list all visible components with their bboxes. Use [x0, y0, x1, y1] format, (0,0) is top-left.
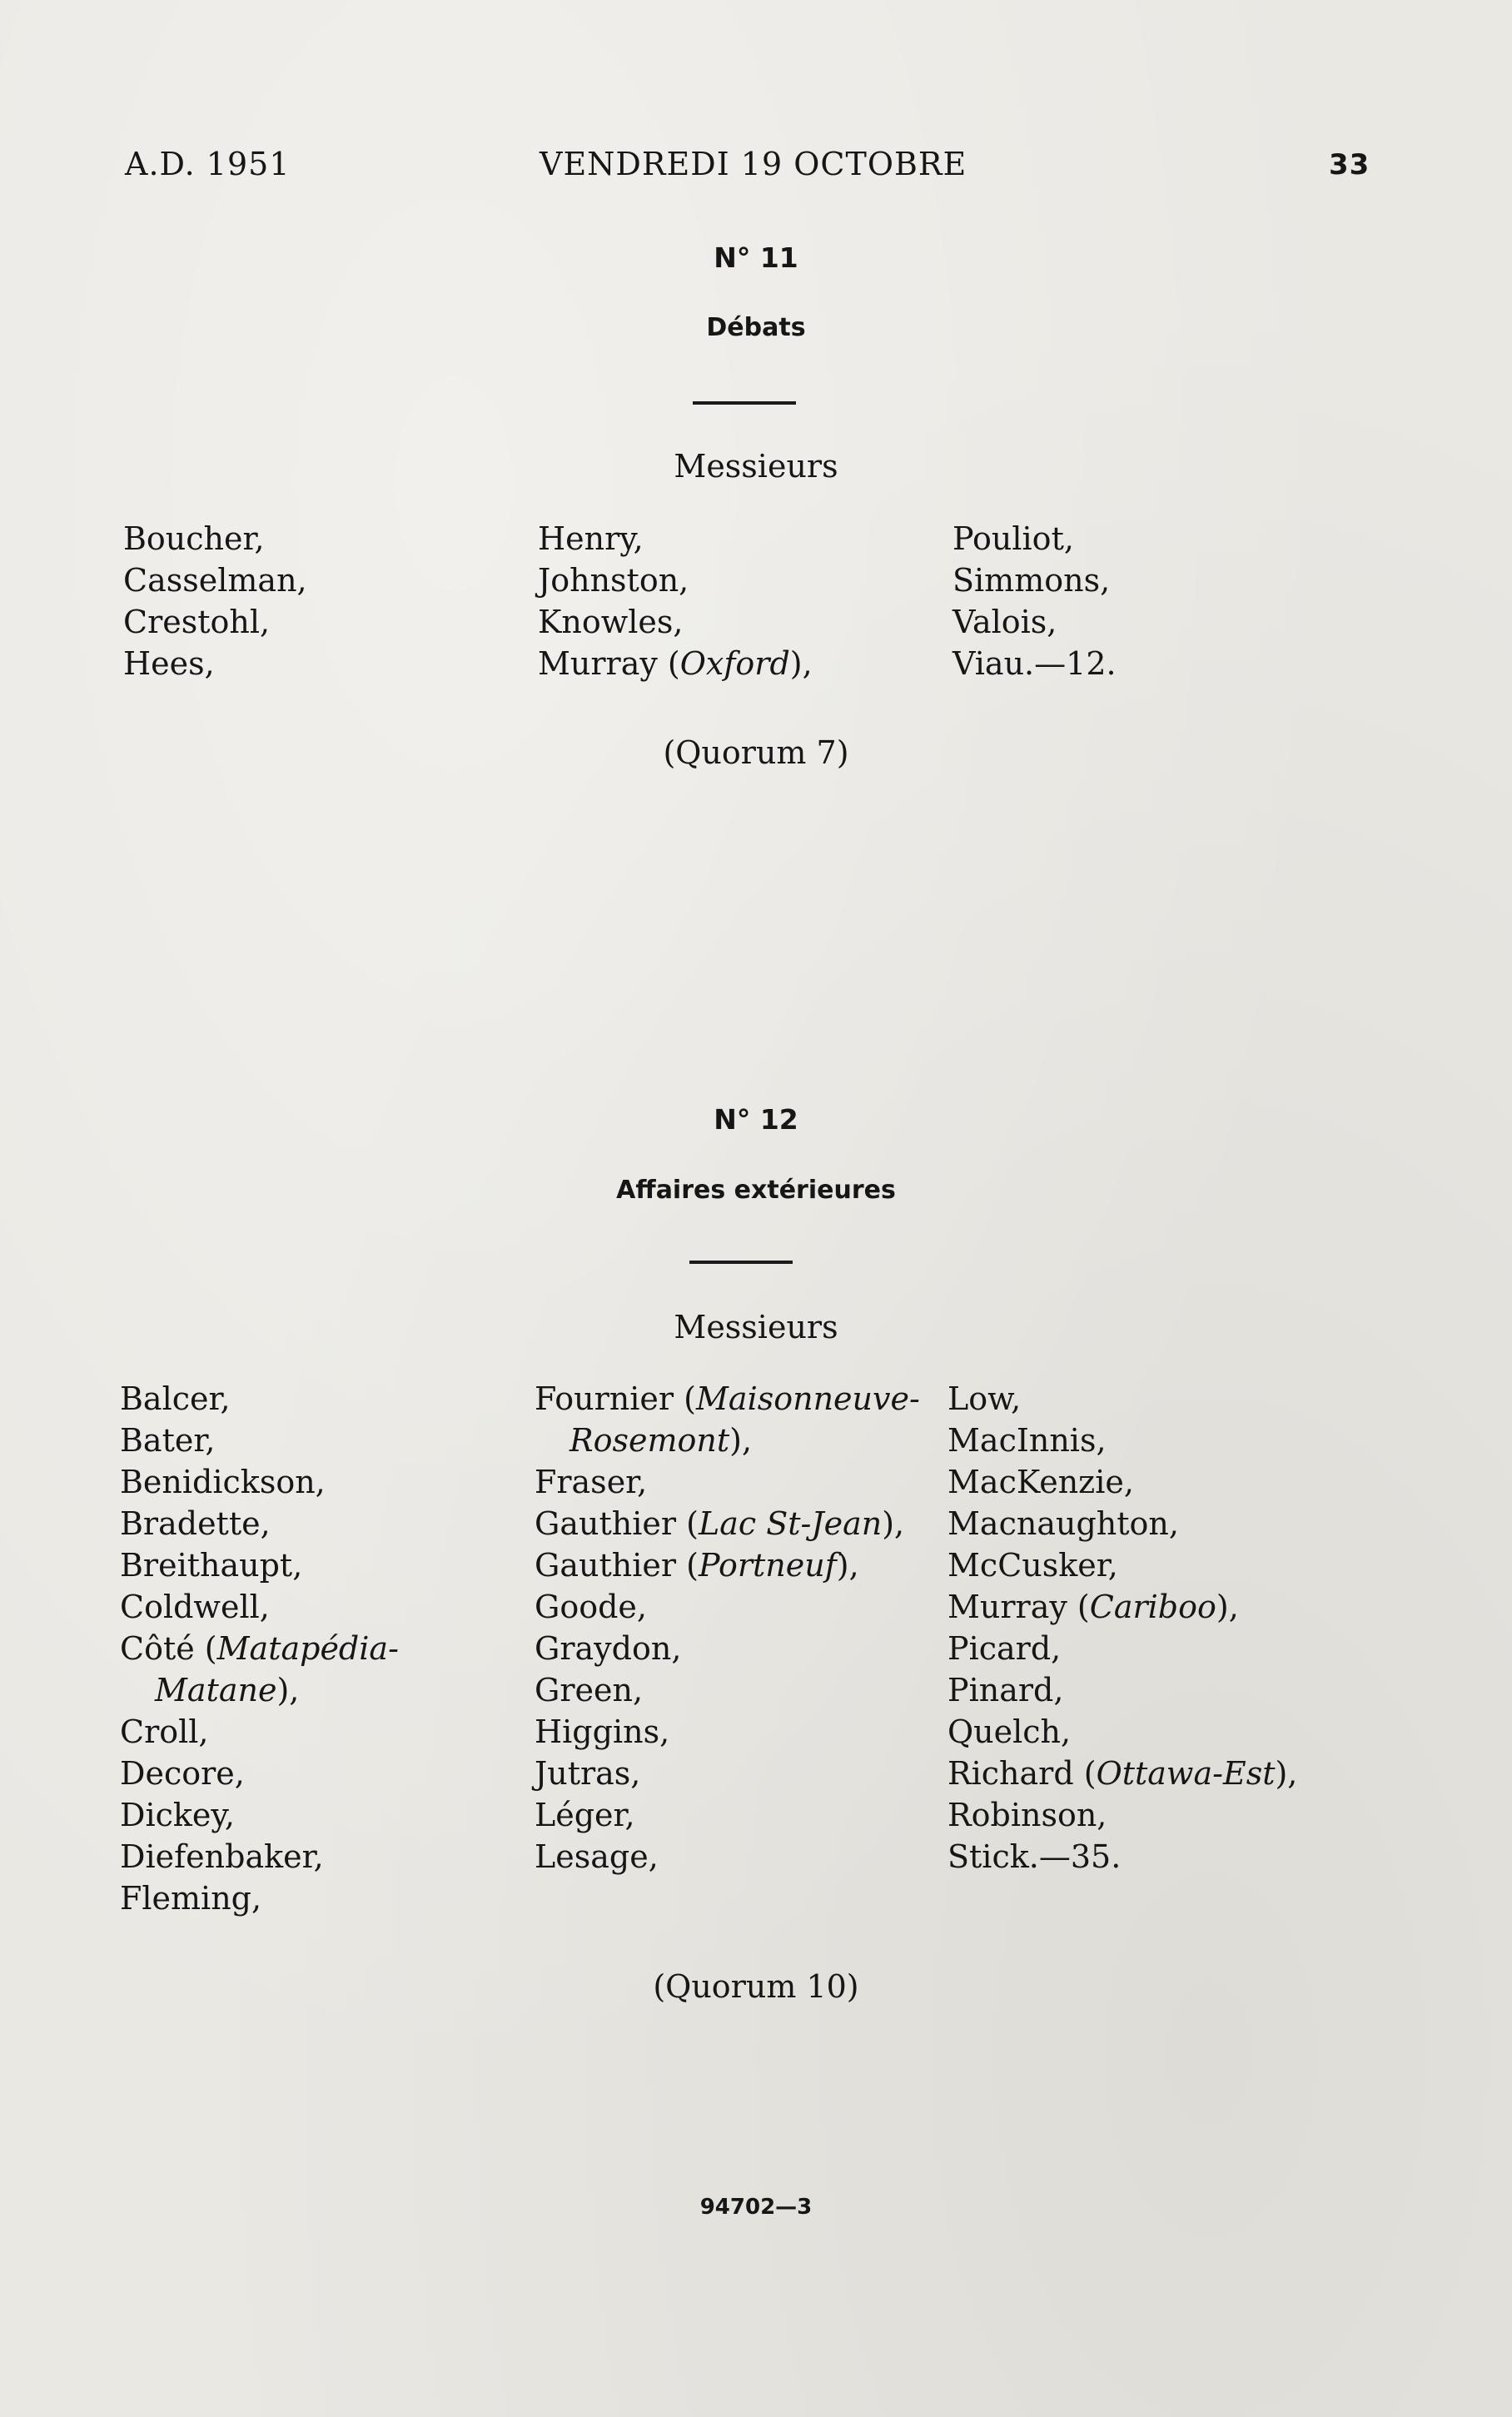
member-name: Breithaupt,: [120, 1547, 303, 1584]
member-name: Fournier (Maisonneuve-: [535, 1380, 920, 1417]
member-name: Pinard,: [947, 1672, 1064, 1708]
member-name-continued: Rosemont),: [569, 1422, 753, 1459]
member-name-continued: Matane),: [155, 1672, 300, 1708]
member-name: Lesage,: [535, 1838, 659, 1875]
member-name: Hees,: [123, 645, 215, 682]
member-name: Croll,: [120, 1713, 209, 1750]
member-name: Quelch,: [947, 1713, 1072, 1750]
quorum-note: (Quorum 7): [663, 734, 849, 771]
member-name: Côté (Matapédia-: [120, 1630, 399, 1667]
member-name: Fraser,: [535, 1464, 648, 1500]
member-name: Simmons,: [952, 562, 1111, 599]
member-name: Pouliot,: [952, 520, 1074, 557]
header-date: VENDREDI 19 OCTOBRE: [540, 146, 967, 182]
member-name: Knowles,: [538, 604, 684, 640]
member-name: Murray (Cariboo),: [947, 1589, 1239, 1625]
header-year: A.D. 1951: [125, 146, 291, 182]
member-name: MacKenzie,: [947, 1464, 1134, 1500]
member-name: MacInnis,: [947, 1422, 1107, 1459]
salutation: Messieurs: [674, 1309, 838, 1345]
member-column-3: [947, 1378, 1297, 1877]
member-name: Johnston,: [538, 562, 689, 599]
member-name: Decore,: [120, 1755, 245, 1792]
member-name: Bater,: [120, 1422, 216, 1459]
salutation: Messieurs: [674, 448, 838, 485]
member-name: Fleming,: [120, 1880, 262, 1917]
member-name: Graydon,: [535, 1630, 682, 1667]
member-name: Higgins,: [535, 1713, 670, 1750]
member-column-2: [535, 1378, 920, 1877]
member-name: Jutras,: [535, 1755, 641, 1792]
member-name: Low,: [947, 1380, 1022, 1417]
member-name: Green,: [535, 1672, 644, 1708]
member-name: Benidickson,: [120, 1464, 326, 1500]
committee-number: N° 12: [714, 1103, 798, 1136]
member-name: Henry,: [538, 520, 644, 557]
member-column-3: [952, 518, 1117, 684]
member-name: Léger,: [535, 1797, 635, 1833]
member-name: Stick.—35.: [947, 1838, 1122, 1875]
member-name: McCusker,: [947, 1547, 1118, 1584]
member-name: Crestohl,: [123, 604, 271, 640]
member-name: Robinson,: [947, 1797, 1107, 1833]
section-rule: [689, 1261, 793, 1264]
member-column-1: [120, 1378, 399, 1919]
member-name: Viau.—12.: [952, 645, 1117, 682]
member-name: Gauthier (Lac St-Jean),: [535, 1505, 905, 1542]
member-column-1: [123, 518, 307, 684]
member-name: Macnaughton,: [947, 1505, 1179, 1542]
member-name: Picard,: [947, 1630, 1062, 1667]
member-name: Valois,: [952, 604, 1057, 640]
member-name: Richard (Ottawa-Est),: [947, 1755, 1298, 1792]
member-name: Bradette,: [120, 1505, 271, 1542]
member-name: Casselman,: [123, 562, 307, 599]
member-name: Dickey,: [120, 1797, 235, 1833]
member-name: Diefenbaker,: [120, 1838, 324, 1875]
quorum-note: (Quorum 10): [653, 1968, 859, 2005]
committee-number: N° 11: [714, 241, 798, 274]
member-name: Balcer,: [120, 1380, 231, 1417]
member-name: Goode,: [535, 1589, 648, 1625]
member-name: Gauthier (Portneuf),: [535, 1547, 859, 1584]
committee-title: Débats: [706, 313, 806, 342]
committee-title: Affaires extérieures: [616, 1176, 896, 1205]
page-number: 33: [1329, 148, 1370, 182]
member-name: Murray (Oxford),: [538, 645, 813, 682]
member-name: Boucher,: [123, 520, 265, 557]
member-column-2: [538, 518, 813, 684]
member-name: Coldwell,: [120, 1589, 270, 1625]
printer-signature-mark: 94702—3: [699, 2195, 813, 2220]
section-rule: [693, 401, 796, 405]
